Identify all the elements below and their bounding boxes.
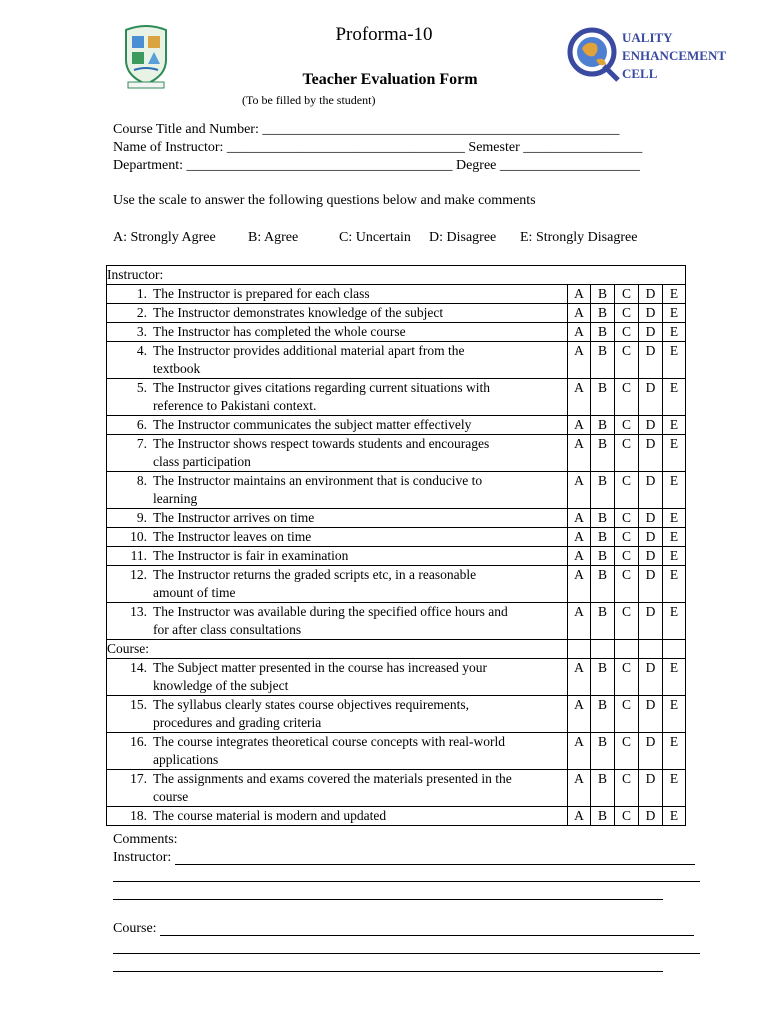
empty-cell xyxy=(568,640,591,659)
question-number: 10. xyxy=(130,529,147,544)
option-b-cell[interactable]: B xyxy=(591,509,615,528)
option-c-cell[interactable]: C xyxy=(615,472,639,509)
option-c-cell[interactable]: C xyxy=(615,323,639,342)
question-cell xyxy=(107,509,568,528)
question-row xyxy=(107,285,686,304)
option-c-cell[interactable]: C xyxy=(615,770,639,807)
question-row xyxy=(107,435,686,472)
question-text-line: The Subject matter presented in the course has increased your xyxy=(153,660,487,675)
option-a-cell[interactable]: A xyxy=(568,603,591,640)
question-number: 14. xyxy=(130,660,147,675)
question-cell xyxy=(107,379,568,416)
question-number: 13. xyxy=(130,604,147,619)
section-heading-row xyxy=(107,266,686,285)
option-d-cell[interactable]: D xyxy=(639,566,663,603)
question-number: 8. xyxy=(136,473,147,488)
option-e-cell[interactable]: E xyxy=(663,285,686,304)
question-number: 2. xyxy=(136,305,147,320)
question-cell xyxy=(107,416,568,435)
question-text-line: knowledge of the subject xyxy=(153,678,289,693)
question-text-line: The Instructor is fair in examination xyxy=(153,548,349,563)
question-text-line: procedures and grading criteria xyxy=(153,715,322,730)
option-d-cell[interactable]: D xyxy=(639,323,663,342)
scale-a: A: Strongly Agree xyxy=(113,230,216,245)
question-text-line: The Instructor is prepared for each class xyxy=(153,286,370,301)
question-cell xyxy=(107,770,568,807)
option-e-cell[interactable]: E xyxy=(663,416,686,435)
empty-cell xyxy=(663,640,686,659)
option-b-cell[interactable]: B xyxy=(591,304,615,323)
option-d-cell[interactable]: D xyxy=(639,733,663,770)
scale-c: C: Uncertain xyxy=(339,230,411,245)
option-e-cell[interactable]: E xyxy=(663,696,686,733)
question-cell xyxy=(107,285,568,304)
scale-instructions: Use the scale to answer the following questions below and make comments xyxy=(113,193,536,208)
option-c-cell[interactable]: C xyxy=(615,285,639,304)
question-row xyxy=(107,807,686,826)
option-c-cell[interactable]: C xyxy=(615,733,639,770)
option-a-cell[interactable]: A xyxy=(568,733,591,770)
option-a-cell[interactable]: A xyxy=(568,770,591,807)
question-text-line: class participation xyxy=(153,454,251,469)
option-e-cell[interactable]: E xyxy=(663,472,686,509)
question-text-line: amount of time xyxy=(153,585,236,600)
option-b-cell[interactable]: B xyxy=(591,659,615,696)
question-row xyxy=(107,416,686,435)
option-c-cell[interactable]: C xyxy=(615,659,639,696)
option-a-cell[interactable]: A xyxy=(568,807,591,826)
option-e-cell[interactable]: E xyxy=(663,807,686,826)
question-row xyxy=(107,770,686,807)
option-d-cell[interactable]: D xyxy=(639,807,663,826)
option-b-cell[interactable]: B xyxy=(591,416,615,435)
question-number: 5. xyxy=(136,380,147,395)
option-c-cell[interactable]: C xyxy=(615,547,639,566)
question-row xyxy=(107,603,686,640)
option-d-cell[interactable]: D xyxy=(639,509,663,528)
question-row xyxy=(107,659,686,696)
empty-cell xyxy=(639,640,663,659)
question-row xyxy=(107,323,686,342)
option-c-cell[interactable]: C xyxy=(615,304,639,323)
question-text-line: The Instructor communicates the subject matter effectively xyxy=(153,417,472,432)
qec-line-1: UALITY xyxy=(622,30,673,45)
question-text-line: The assignments and exams covered the materials presented in the xyxy=(153,771,512,786)
option-a-cell[interactable]: A xyxy=(568,509,591,528)
instructor-semester-field[interactable]: Name of Instructor: __________________________________ Semester _________________ xyxy=(113,140,643,155)
question-number: 11. xyxy=(130,548,147,563)
question-row xyxy=(107,342,686,379)
question-row xyxy=(107,566,686,603)
question-row xyxy=(107,696,686,733)
option-b-cell[interactable]: B xyxy=(591,285,615,304)
question-cell xyxy=(107,435,568,472)
option-b-cell[interactable]: B xyxy=(591,770,615,807)
question-row xyxy=(107,304,686,323)
option-e-cell[interactable]: E xyxy=(663,304,686,323)
empty-cell xyxy=(615,640,639,659)
question-text-line: learning xyxy=(153,491,198,506)
department-degree-field[interactable]: Department: ______________________________________ Degree ____________________ xyxy=(113,158,640,173)
option-e-cell[interactable]: E xyxy=(663,770,686,807)
option-c-cell[interactable]: C xyxy=(615,342,639,379)
question-text-line: The Instructor provides additional material apart from the xyxy=(153,343,465,358)
option-d-cell[interactable]: D xyxy=(639,342,663,379)
scale-e: E: Strongly Disagree xyxy=(520,230,638,245)
question-text-line: course xyxy=(153,789,189,804)
option-a-cell[interactable]: A xyxy=(568,528,591,547)
question-text-line: applications xyxy=(153,752,219,767)
option-b-cell[interactable]: B xyxy=(591,603,615,640)
question-cell xyxy=(107,807,568,826)
option-b-cell[interactable]: B xyxy=(591,323,615,342)
question-cell xyxy=(107,472,568,509)
option-e-cell[interactable]: E xyxy=(663,528,686,547)
question-number: 18. xyxy=(130,808,147,823)
question-cell xyxy=(107,304,568,323)
option-b-cell[interactable]: B xyxy=(591,807,615,826)
option-d-cell[interactable]: D xyxy=(639,770,663,807)
question-text-line: reference to Pakistani context. xyxy=(153,398,317,413)
question-cell xyxy=(107,342,568,379)
question-cell xyxy=(107,659,568,696)
option-b-cell[interactable]: B xyxy=(591,547,615,566)
option-d-cell[interactable]: D xyxy=(639,696,663,733)
option-d-cell[interactable]: D xyxy=(639,435,663,472)
question-row xyxy=(107,547,686,566)
instructor-comments-label: Instructor: xyxy=(113,850,172,865)
option-e-cell[interactable]: E xyxy=(663,435,686,472)
question-text-line: for after class consultations xyxy=(153,622,302,637)
scale-b: B: Agree xyxy=(248,230,299,245)
option-b-cell[interactable]: B xyxy=(591,342,615,379)
question-text-line: The Instructor has completed the whole course xyxy=(153,324,406,339)
question-text-line: The course material is modern and updated xyxy=(153,808,387,823)
option-b-cell[interactable]: B xyxy=(591,566,615,603)
option-a-cell[interactable]: A xyxy=(568,342,591,379)
question-number: 7. xyxy=(136,436,147,451)
evaluation-table xyxy=(106,265,686,826)
option-c-cell[interactable]: C xyxy=(615,435,639,472)
question-cell xyxy=(107,603,568,640)
option-b-cell[interactable]: B xyxy=(591,435,615,472)
option-a-cell[interactable]: A xyxy=(568,435,591,472)
question-row xyxy=(107,509,686,528)
option-e-cell[interactable]: E xyxy=(663,342,686,379)
option-d-cell[interactable]: D xyxy=(639,603,663,640)
question-text-line: textbook xyxy=(153,361,201,376)
option-d-cell[interactable]: D xyxy=(639,659,663,696)
option-c-cell[interactable]: C xyxy=(615,603,639,640)
form-subtitle: (To be filled by the student) xyxy=(242,93,376,107)
option-a-cell[interactable]: A xyxy=(568,416,591,435)
question-cell xyxy=(107,566,568,603)
proforma-label: Proforma-10 xyxy=(335,24,433,45)
instructor-comment-line-2[interactable] xyxy=(113,881,700,882)
option-b-cell[interactable]: B xyxy=(591,696,615,733)
option-c-cell[interactable]: C xyxy=(615,807,639,826)
instructor-comment-line-3[interactable] xyxy=(113,899,663,900)
section-heading: Instructor: xyxy=(107,266,686,285)
question-number: 16. xyxy=(130,734,147,749)
question-number: 4. xyxy=(136,343,147,358)
question-text-line: The Instructor arrives on time xyxy=(153,510,315,525)
option-c-cell[interactable]: C xyxy=(615,696,639,733)
option-e-cell[interactable]: E xyxy=(663,379,686,416)
question-row xyxy=(107,733,686,770)
option-d-cell[interactable]: D xyxy=(639,379,663,416)
section-heading: Course: xyxy=(107,640,568,659)
course-comment-line-3[interactable] xyxy=(113,971,663,972)
option-a-cell[interactable]: A xyxy=(568,696,591,733)
empty-cell xyxy=(591,640,615,659)
course-comment-line-1[interactable] xyxy=(160,935,694,936)
option-e-cell[interactable]: E xyxy=(663,547,686,566)
option-a-cell[interactable]: A xyxy=(568,379,591,416)
option-b-cell[interactable]: B xyxy=(591,528,615,547)
question-number: 17. xyxy=(130,771,147,786)
form-title: Teacher Evaluation Form xyxy=(302,71,478,88)
option-c-cell[interactable]: C xyxy=(615,509,639,528)
question-text-line: The Instructor was available during the specified office hours and xyxy=(153,604,508,619)
option-a-cell[interactable]: A xyxy=(568,323,591,342)
option-e-cell[interactable]: E xyxy=(663,323,686,342)
option-c-cell[interactable]: C xyxy=(615,379,639,416)
question-row xyxy=(107,379,686,416)
question-text-line: The syllabus clearly states course objectives requirements, xyxy=(153,697,470,712)
question-number: 15. xyxy=(130,697,147,712)
question-cell xyxy=(107,547,568,566)
option-e-cell[interactable]: E xyxy=(663,566,686,603)
option-c-cell[interactable]: C xyxy=(615,566,639,603)
option-d-cell[interactable]: D xyxy=(639,285,663,304)
question-text-line: The Instructor leaves on time xyxy=(153,529,312,544)
question-number: 12. xyxy=(130,567,147,582)
question-cell xyxy=(107,528,568,547)
question-text-line: The Instructor shows respect towards students and encourages xyxy=(153,436,490,451)
section-heading-row xyxy=(107,640,686,659)
option-e-cell[interactable]: E xyxy=(663,659,686,696)
option-a-cell[interactable]: A xyxy=(568,472,591,509)
question-text-line: The Instructor maintains an environment that is conducive to xyxy=(153,473,483,488)
option-e-cell[interactable]: E xyxy=(663,509,686,528)
question-text-line: The Instructor demonstrates knowledge of the subject xyxy=(153,305,444,320)
option-e-cell[interactable]: E xyxy=(663,603,686,640)
option-a-cell[interactable]: A xyxy=(568,285,591,304)
option-d-cell[interactable]: D xyxy=(639,547,663,566)
question-text-line: The Instructor returns the graded scripts etc, in a reasonable xyxy=(153,567,477,582)
question-text-line: The course integrates theoretical course concepts with real-world xyxy=(153,734,505,749)
question-text-line: The Instructor gives citations regarding current situations with xyxy=(153,380,491,395)
option-a-cell[interactable]: A xyxy=(568,304,591,323)
option-b-cell[interactable]: B xyxy=(591,379,615,416)
question-cell xyxy=(107,323,568,342)
course-title-field[interactable]: Course Title and Number: ___________________________________________________ xyxy=(113,122,620,137)
option-a-cell[interactable]: A xyxy=(568,547,591,566)
option-b-cell[interactable]: B xyxy=(591,733,615,770)
option-d-cell[interactable]: D xyxy=(639,528,663,547)
option-c-cell[interactable]: C xyxy=(615,416,639,435)
option-e-cell[interactable]: E xyxy=(663,733,686,770)
question-cell xyxy=(107,696,568,733)
question-cell xyxy=(107,733,568,770)
qec-line-3: CELL xyxy=(622,66,658,81)
comments-heading: Comments: xyxy=(113,832,178,847)
question-row xyxy=(107,528,686,547)
scale-d: D: Disagree xyxy=(429,230,497,245)
option-a-cell[interactable]: A xyxy=(568,659,591,696)
option-a-cell[interactable]: A xyxy=(568,566,591,603)
course-comments-label: Course: xyxy=(113,921,157,936)
option-d-cell[interactable]: D xyxy=(639,472,663,509)
course-comment-line-2[interactable] xyxy=(113,953,700,954)
option-d-cell[interactable]: D xyxy=(639,416,663,435)
question-number: 3. xyxy=(136,324,147,339)
instructor-comment-line-1[interactable] xyxy=(175,864,695,865)
option-c-cell[interactable]: C xyxy=(615,528,639,547)
question-row xyxy=(107,472,686,509)
option-d-cell[interactable]: D xyxy=(639,304,663,323)
question-number: 1. xyxy=(136,286,147,301)
question-number: 6. xyxy=(136,417,147,432)
qec-line-2: ENHANCEMENT xyxy=(622,48,727,63)
option-b-cell[interactable]: B xyxy=(591,472,615,509)
question-number: 9. xyxy=(136,510,147,525)
